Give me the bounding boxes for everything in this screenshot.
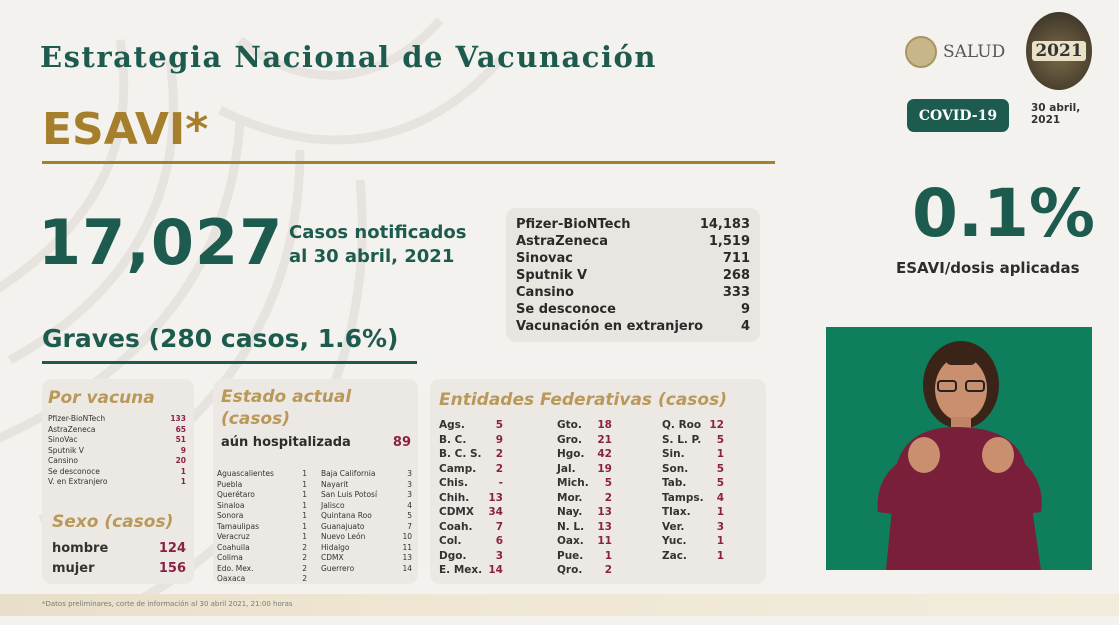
list-item: Se desconoce 1 (48, 466, 186, 476)
por-vacuna-title: Por vacuna (48, 388, 155, 408)
list-item: Hidalgo 11 (321, 542, 412, 552)
list-item: B. C. 9 (439, 433, 503, 446)
list-item: Sin. 1 (662, 448, 724, 460)
list-item: Mich. 5 (557, 477, 612, 489)
vaccine-row: Se desconoce 9 (516, 302, 750, 317)
list-item: Hgo. 42 (557, 448, 612, 460)
entidades-panel (430, 379, 766, 584)
list-item: CDMX 34 (439, 506, 503, 518)
list-item: Col. 6 (439, 535, 503, 547)
estado-actual-panel (213, 379, 418, 584)
list-item: Tlax. 1 (662, 506, 724, 518)
vaccine-row: Cansino 333 (516, 285, 750, 300)
list-item: Ags. 5 (439, 419, 503, 431)
list-item: Cansino 20 (48, 456, 186, 465)
header-divider (42, 161, 775, 164)
list-item: AstraZeneca 65 (48, 424, 186, 434)
mexico-2021-seal-icon (1026, 12, 1092, 90)
list-item: SinoVac 51 (48, 435, 186, 444)
list-item: Quintana Roo 5 (321, 511, 412, 520)
list-item: Gto. 18 (557, 419, 612, 431)
list-item: Dgo. 3 (439, 549, 503, 562)
esavi-rate-label: ESAVI/dosis aplicadas (896, 259, 1080, 277)
total-label-line2: al 30 abril, 2021 (289, 246, 455, 267)
list-item: Ver. 3 (662, 520, 724, 533)
vaccine-row: AstraZeneca 1,519 (516, 234, 750, 249)
seal-year: 2021 (1032, 41, 1085, 61)
esavi-heading: ESAVI* (42, 104, 209, 155)
hospitalized-row: aún hospitalizada 89 (221, 435, 411, 450)
list-item: Tamps. 4 (662, 491, 724, 504)
esavi-rate: 0.1% (912, 175, 1096, 252)
list-item: Q. Roo 12 (662, 419, 724, 431)
por-vacuna-panel (42, 379, 194, 584)
list-item: Mor. 2 (557, 491, 612, 504)
graves-heading: Graves (280 casos, 1.6%) (42, 324, 399, 353)
list-item: Jal. 19 (557, 462, 612, 475)
list-item: Veracruz 1 (217, 532, 307, 541)
list-item: Guerrero 14 (321, 563, 412, 573)
list-item: Aguascalientes 1 (217, 469, 307, 478)
list-item: Camp. 2 (439, 462, 503, 475)
interpreter-figure (826, 327, 1092, 570)
list-item: Yuc. 1 (662, 535, 724, 547)
total-cases: 17,027 (38, 206, 284, 279)
list-item: E. Mex. 14 (439, 564, 503, 576)
report-date: 30 abril, 2021 (1031, 102, 1081, 126)
entidades-title: Entidades Federativas (casos) (439, 390, 727, 410)
sexo-title: Sexo (casos) (52, 512, 174, 532)
list-item: Coahuila 2 (217, 542, 307, 552)
list-item: mujer 156 (52, 561, 186, 576)
vaccine-row: Vacunación en extranjero 4 (516, 319, 750, 334)
list-item: N. L. 13 (557, 520, 612, 533)
list-item: Son. 5 (662, 462, 724, 475)
list-item: B. C. S. 2 (439, 448, 503, 460)
list-item: Baja California 3 (321, 469, 412, 478)
total-label-line1: Casos notificados (289, 222, 467, 243)
estado-title: Estado actual (casos) (221, 387, 352, 429)
list-item: Nayarit 3 (321, 479, 412, 489)
list-item: Sinaloa 1 (217, 500, 307, 510)
list-item: V. en Extranjero 1 (48, 477, 186, 486)
covid-tag: COVID-19 (907, 99, 1009, 132)
list-item: Querétaro 1 (217, 490, 307, 499)
list-item: Guanajuato 7 (321, 521, 412, 531)
vaccine-breakdown (506, 208, 760, 342)
list-item: Pfizer-BioNTech 133 (48, 414, 186, 423)
page-title: Estrategia Nacional de Vacunación (40, 40, 657, 74)
list-item: Tab. 5 (662, 477, 724, 489)
list-item: S. L. P. 5 (662, 433, 724, 446)
list-item: San Luis Potosí 3 (321, 490, 412, 499)
vaccine-row: Sinovac 711 (516, 251, 750, 266)
list-item: Chih. 13 (439, 491, 503, 504)
sign-language-video (826, 327, 1092, 570)
list-item: Edo. Mex. 2 (217, 563, 307, 573)
total-cases-label (289, 221, 467, 269)
list-item: Gro. 21 (557, 433, 612, 446)
list-item: Jalisco 4 (321, 500, 412, 510)
list-item: Puebla 1 (217, 479, 307, 489)
salud-logo-text: SALUD (943, 42, 1006, 62)
list-item: Chis. - (439, 477, 503, 489)
graves-divider (42, 361, 417, 364)
list-item: Oax. 11 (557, 535, 612, 547)
list-item: Coah. 7 (439, 520, 503, 533)
vaccine-row: Pfizer-BioNTech 14,183 (516, 217, 750, 232)
vaccine-row: Sputnik V 268 (516, 268, 750, 283)
list-item: Sputnik V 9 (48, 445, 186, 455)
list-item: CDMX 13 (321, 553, 412, 562)
list-item: hombre 124 (52, 541, 186, 556)
list-item: Pue. 1 (557, 549, 612, 562)
salud-logo (905, 36, 1005, 68)
footnote: *Datos preliminares, corte de información al 30 abril 2021, 21:00 horas (42, 600, 293, 608)
list-item: Zac. 1 (662, 549, 724, 562)
list-item: Tamaulipas 1 (217, 521, 307, 531)
list-item: Oaxaca 2 (217, 574, 307, 583)
list-item: Qro. 2 (557, 564, 612, 576)
list-item: Nay. 13 (557, 506, 612, 518)
list-item: Colima 2 (217, 553, 307, 562)
government-emblem-icon (905, 36, 937, 68)
list-item: Sonora 1 (217, 511, 307, 520)
list-item: Nuevo León 10 (321, 532, 412, 541)
